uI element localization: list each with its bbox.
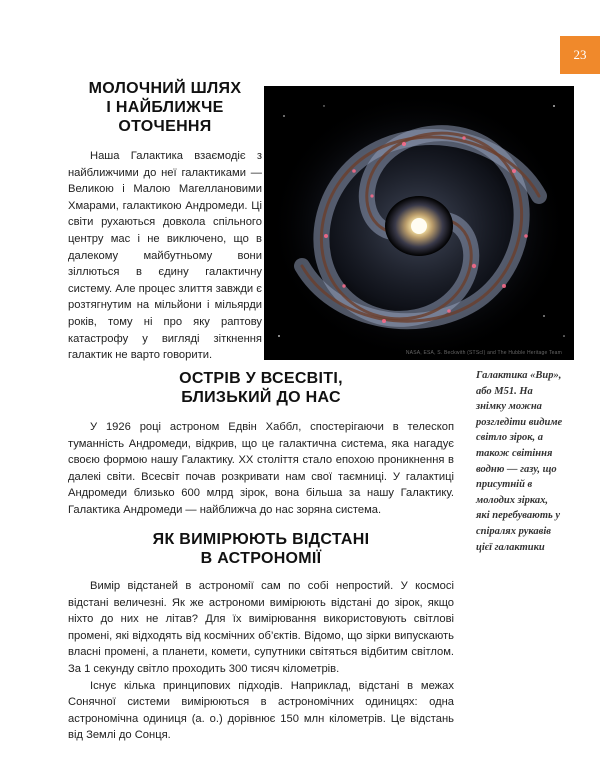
section-island-universe (68, 369, 454, 519)
section-paragraph (68, 419, 454, 519)
title-line: БЛИЗЬКИЙ ДО НАС (181, 389, 341, 406)
paragraph-text: Вимір відстаней в астрономії сам по собі непростий. У космосі відстані величезні. Як же астрономи вимірюють відстані до зірок, якщо ніхто до них не літав? Для їх вимірювання використовують світлові промені, які відходять від космічних об’єктів. Відомо, що зірки випускають власні промені, а планети, комети, супутники світяться відбитим світлом. За 1 секунду світло проходить 300 тисяч кілометрів. (68, 580, 454, 675)
section-paragraph (68, 578, 454, 678)
title-line: МОЛОЧНИЙ ШЛЯХ (88, 80, 242, 97)
paragraph-text: Наша Галактика взаємодіє з найближчими до неї галактиками — Великою і Малою Магеллановими Хмарами, галактикою Андромеди. Ці світи рухаються довкола спільного центру мас і не виключено, що в далекому майбутньому вони зіллються в єдину галактичну систему. Але процес злиття завжди є розтягнутим на мільйони і мільярди років, тому ні про яку раптову катастрофу у вигляді зіткнення галактик не варто говорити. (68, 150, 262, 362)
title-line: ЯК ВИМІРЮЮТЬ ВІДСТАНІ (152, 531, 370, 548)
title-line: І НАЙБЛИЖЧЕ ОТОЧЕННЯ (106, 99, 224, 135)
paragraph-text: У 1926 році астроном Едвін Хаббл, спостерігаючи в телескоп туманність Андромеди, відкрив, що це галактична система, яка нагадує своєю формою нашу Галактику. XX століття стало епохою проникнення в далекі світи. Всесвіт почав розкривати нам свої таємниці. У галактиці Андромеди близько 600 млрд зірок, вона більша за нашу Галактику. Галактика Андромеди — найближча до нас зоряна система. (68, 421, 454, 516)
galaxy-photo (264, 86, 574, 360)
spiral-galaxy-image (264, 86, 574, 360)
section-title-distances (68, 530, 454, 568)
paragraph-text: Існує кілька принципових підходів. Наприклад, відстані в межах Сонячної системи вимірюються в астрономічних одиницях: одна астрономічна одиниця (а. о.) дорівнює 150 млн кілометрів. Це відстань від Землі до Сонця. (68, 679, 454, 742)
section-measuring-distances (68, 530, 454, 744)
image-caption: Галактика «Вир», або M51. На знімку можна розгледіти видиме світло зірок, а також світіння водню — газу, що присутній в молодих зірках, які перебувають у спіралях рукавів цієї галактики (476, 370, 563, 553)
section-milky-way (68, 79, 262, 364)
page-number: 23 (573, 47, 587, 62)
title-line: ОСТРІВ У ВСЕСВІТІ, (179, 370, 343, 387)
title-line: В АСТРОНОМІЇ (200, 550, 322, 567)
section-paragraph (68, 148, 262, 364)
photo-credit: NASA, ESA, S. Beckwith (STScI) and The Hubble Heritage Team (405, 350, 562, 356)
section-paragraph (68, 678, 454, 744)
section-title-milky-way (68, 79, 262, 136)
page-number-badge (560, 36, 600, 74)
section-title-island (68, 369, 454, 407)
